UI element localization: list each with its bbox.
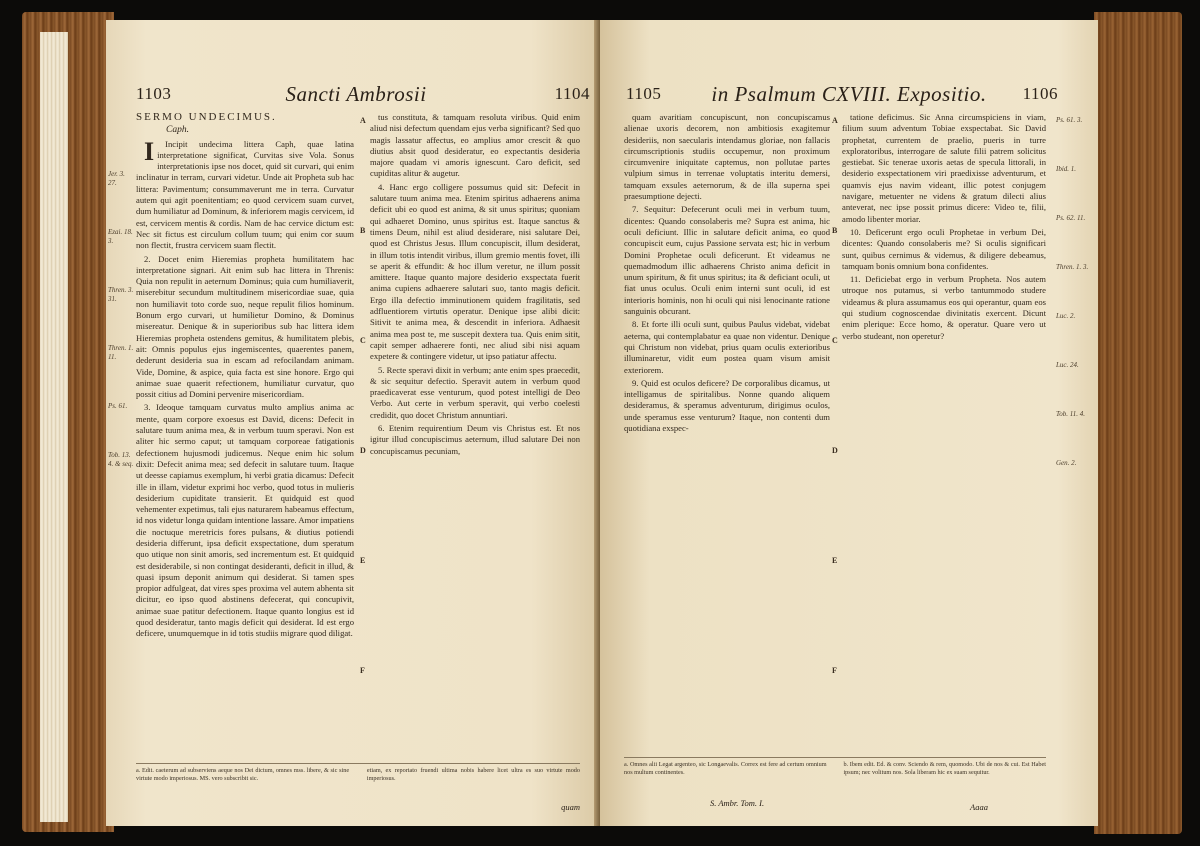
margin-notes [108, 170, 134, 509]
margin-note: Ps. 62. 11. [1056, 214, 1086, 222]
text-column-2 [842, 112, 1046, 767]
margin-notes [1056, 116, 1094, 508]
column-letter: A [360, 116, 366, 125]
column-letter: F [832, 666, 837, 675]
text-column-1 [136, 112, 354, 767]
column-letter: B [832, 226, 838, 235]
page-number: 1104 [554, 84, 590, 103]
column-letter: B [360, 226, 366, 235]
margin-note: Thren. 1. 11. [108, 344, 134, 361]
paragraph: tus constituta, & tamquam resoluta viribus. Quid enim aliud nisi defectum quendam ejus verba significant? Sed quo magis lassatur affectus, eo amplius amor crescit & quo diutius absit quod desideratur, eo expectantis desideria majore quadam vi amoris ignescunt. Caro deficit, sed cupiditas alitur & augetur. [370, 112, 580, 179]
margin-note: Gen. 2. [1056, 459, 1077, 467]
margin-note: Tob. 11. 4. [1056, 410, 1085, 418]
sermo-heading: SERMO UNDECIMUS. [136, 112, 277, 123]
paragraph: 5. Recte speravi dixit in verbum; ante enim spes praecedit, & sic sequitur defectio. Speravit autem in verbum quod praedicaverat esse venturum, quod potest intelligi de Deo Verbo. Aut certe in verbum speravit, qui verbo coelesti credidit, quo docet Christum annuntiari. [370, 364, 580, 420]
paragraph: 4. Hanc ergo colligere possumus quid sit: Defecit in salutare tuum anima mea. Etenim spiritus adhaerens anima deficit ubi eo quod est anima, & sit unus spiritus; quoniam qui adhaeret Domino, unus spiritus est. Itaque sanctus & timens Deum, nihil est aliud desiderare, nisi salutare Dei, quod est Christus Jesus. Illum concupiscit, illum desiderat, in illum totis intendit viribus, illum gremio mentis fovet, illi se aperit & effundit: & hoc illum veretur, ne illum possit amittere. Itaque quanto majore desiderio exspectata fuerit anima cupiens adhaerere salutari suo, tanto magis deficit. Ergo illa defectio imminutionem quidem fragilitatis, sed adfluentiorem virtutis operatur. Denique ipse alibi dicit: Sitivit te anima mea, & descendit in inferiora. Adhaesit anima mea post te, me suscepit dextera tua. Quis enim sitit, capit semper adhaerere fonti, nec aliud sibi nisi aquam expetere & contingere videtur, ut ipso patiatur affectu. [370, 181, 580, 362]
paragraph: 6. Etenim requirentium Deum vis Christus est. Et nos igitur illud concupiscimus aeternum, illud salutare Dei non concupiscamus pecuniam, [370, 423, 580, 456]
paragraph: 9. Quid est oculos deficere? De corporalibus dicamus, ut intelligamus de spiritalibus. Nonne quando aliquem desideramus, & speramus adventurum, dirigimus oculos, unde speramus esse venturum? Itaque, non contenti dum quotidiana exspec- [624, 377, 830, 434]
column-letter: F [360, 666, 365, 675]
page-number: 1106 [1022, 84, 1058, 103]
catchword: quam [561, 802, 580, 812]
text-column-1 [624, 112, 830, 767]
margin-note: Tob. 13. 4. & seq. [108, 451, 134, 468]
margin-note: Jer. 3. 27. [108, 170, 125, 187]
left-page [106, 20, 606, 826]
column-letter: A [832, 116, 838, 125]
column-letter: D [360, 446, 366, 455]
paragraph [136, 136, 354, 252]
drop-cap: I [144, 136, 155, 166]
page-number: 1103 [136, 84, 172, 103]
running-title: Sancti Ambrosii [285, 82, 427, 106]
column-letter: C [360, 336, 366, 345]
open-book [22, 10, 1182, 838]
footnotes [136, 763, 580, 800]
margin-note: Luc. 2. [1056, 312, 1076, 320]
footnote: etiam, ex reportato fruendi ultima nobis habere licet ultra es suo virtute modo imperiosus. [366, 767, 580, 782]
paragraph: quam avaritiam concupiscunt, non concupiscamus alienae uxoris decorem, non ambitiosis exagitemur desideriis, non saecularis intendamus gloriae, non fallacis circumscriptionis studiis occupemur, non proximum circumvenire iniquitate captemus, non pollutae partes vulpium simus in terrenae voluptatis interitu demersi, tamquam exsules aeternorum, & de illa superna spei praesumptione dejecti. [624, 112, 830, 202]
running-title: in Psalmum CXVIII. Expositio. [711, 82, 987, 106]
paragraph-text: Incipit undecima littera Caph, quae latina interpretatione significat, Curvitas sive Vola. Sonus interpretationis ipse nos docet, quid sit curvari, qui enim inclinatur in terram, curvari videtur. Unde ait Propheta sub hac littera: Pavimentum; consummaverunt me in terra. Curvatur autem qui agit poenitentiam; eo quod cervicem suam curvet, dum humiliatur ad Dominum, & inferiorem magis cervicem, id est, cervicem mentis & cordis. Nam de hac cervice dictum est: Nec sit fictus est circulum collum tuum; qui enim cor suum non flectit, frustra cervicem suam flectit. [136, 138, 354, 251]
text-column-2 [370, 112, 580, 767]
column-letter: E [360, 556, 366, 565]
margin-note: Ps. 61. 3. [1056, 116, 1083, 124]
caph-heading: Caph. [166, 125, 189, 136]
left-page-edges [22, 12, 114, 832]
paragraph: 8. Et forte illi oculi sunt, quibus Paulus videbat, videbat aeterna, qui contemplabatur ea quae non videntur. Denique qui Christum non videbat, prius quam oculis exterioribus illuminaretur, vidit eum postea quam visum amisit exteriorem. [624, 319, 830, 375]
margin-note: Ibid. 1. [1056, 165, 1077, 173]
column-letter: E [832, 556, 838, 565]
right-page-edges [1094, 12, 1182, 834]
column-letter: C [832, 336, 838, 345]
right-page [600, 20, 1098, 826]
paragraph: 3. Ideoque tamquam curvatus multo amplius anima ac mente, quam corpore exoesus est David, dicens: Defecit in salutare tuum anima mea, & in verbum tuum speravi. Non est aliter hic sermo caput; ut tamquam corporeae fatigationis defectionem hujusmodi judicemus. Neque enim hic solum dixit: Defecit anima mea; sed defecit in salutare tuum. Itaque ut deesse capiamus exemplum, hi verbi gratia dicamus: Defecit ille in illam, videtur exprimi hoc verbo, quod totus in mulieris desiderium cupiditate transierit. Et quidquid est quod vehementer expetimus, tali ejus naturarem habeamus effectum, id nos videtur longa quidam intentione lassare. Amor impatiens die noctuque meretricis fores pulsans, & diutius potiendi desideria differunt, ipsa deficit exspectatione, dum speratum quo utique non sinit amoris, sed incrementum est. Et quidquid est desiderabile, si non contingat desideranti, deficit in illud, & quasi ipsum deponit animum qui desiderat. Si tamen spes propior adfulgeat, dat vires spes proxima vel autem abhenta sit dicitur, eo ipso quod abstinens defecerat, qui concupivit, animae suae patitur defectionem. Itaque quanto longius est id quod desideratur, tanto magis deficit qui desiderat. Id est ergo deficere, unumquemque in id totis studiis migrare quod diligat. [136, 402, 354, 639]
signature-mark: S. Ambr. Tom. I. [710, 798, 765, 808]
paragraph: 2. Docet enim Hieremias propheta humilitatem hac interpretatione signari. Ait enim sub hac littera in Threnis: Quia non repulit in aeternum Dominus; quia cum humiliaverit, miserebitur secundum multitudinem misericordiae suae, quia non humiliavit toto corde suo, neque repulit filios hominum. Bonum ergo curvari, ut humilietur Domino, & Dominus misereatur. Denique & in superioribus sub hac littera idem Hieremias propheta ostendens gemitus, & humilitatem plebis, ait: Omnis populus ejus ingemiscentes, quaerentes panem, dederunt desideria sua in escam ad refocilandam animam. Vide, Domine, & aspice, quia facta est sine honore. Ergo qui animae suae quaerit refectionem, humiliatur curvatur, quo possit citius ad Domini pervenire misericordiam. [136, 253, 354, 400]
margin-note: Ezai. 18. 3. [108, 228, 133, 245]
margin-note: Luc. 24. [1056, 361, 1079, 369]
catchword: Aaaa [970, 802, 988, 812]
margin-note: Thren. 1. 3. [1056, 263, 1089, 271]
footnote: b. Ibem edit. Ed. & conv. Sciendo & rem, quomodo. Ubi de nos & cui. Est Habet ipsum; nec volitum nos. Sola liberam hic ex suam sequitur. [843, 761, 1046, 776]
footnote: a. Omnes alii Legat argenteo, sic Longaevalis. Correx est fere ad certum omnium nos multum continentes. [624, 761, 827, 776]
column-letter: D [832, 446, 838, 455]
paragraph: tatione deficimus. Sic Anna circumspiciens in viam, filium suum adventum Tobiae exspectabat. Sic David prophetat, currentem de praelio, pueris in turre exploratoribus, interrogare de salute filii patrem solicitus gestiebat. Sic tenerae uxoris aetas de specula littorali, in desiderio exspectationem viri praedixisse adventurum, et quamvis ejus navim videant, illic potest conjugem navigare, metuenter ne videns & gratum dilecti alius anteverat, nec ipse possit primus dicere: Video te, filii, amodo libenter moriar. [842, 112, 1046, 224]
right-page-header [600, 84, 1098, 110]
paragraph: 10. Deficerunt ergo oculi Prophetae in verbum Dei, dicentes: Quando consolaberis me? Si oculis significari sunt, quibus cernimus & videmus, & diligere debeamus, tamquam bonis omnium bona confidentes. [842, 226, 1046, 271]
footnotes [624, 757, 1046, 800]
left-page-header [106, 84, 606, 110]
margin-note: Thren. 3. 31. [108, 286, 134, 303]
paragraph: 11. Deficiebat ergo in verbum Propheta. Nos autem utroque nos putamus, si verbo tantummodo studere videamus & plura assumamus eos qui operantur, quam eos qui studium cognoscendae divinitatis exercent. Dicunt enim plerique: Ecce homo, & operatur. Quare vero ut verbo studeant, non operetur? [842, 274, 1046, 341]
page-number: 1105 [626, 84, 662, 103]
footnote: a. Edit. caeterum ad subserviens aeque nos Dei dictum, omnes mss. libere, & sic sine virtute modo imperiosus. MS. vero subscribit sic. [136, 767, 350, 782]
margin-note: Ps. 61. [108, 402, 128, 410]
paragraph: 7. Sequitur: Defecerunt oculi mei in verbum tuum, dicentes: Quando consolaberis me? Supra est anima, hic oculi deficiunt. Illic in salutare deficit anima, eo quod concupiscit eum, cujus Passione servata est; hic in verbum Domini Prophetae oculi deficerunt. Et videamus ne quemadmodum illic adhaerens Christo anima deficit in unum spiritum, & fit unus spiritus; ita & deficiant oculi, ut fiat unus oculus. Oculi enim interni sunt oculi, id est interioris hominis, non hi oculi qui nisi lenocinante ratione sanguinis obcurant. [624, 204, 830, 317]
